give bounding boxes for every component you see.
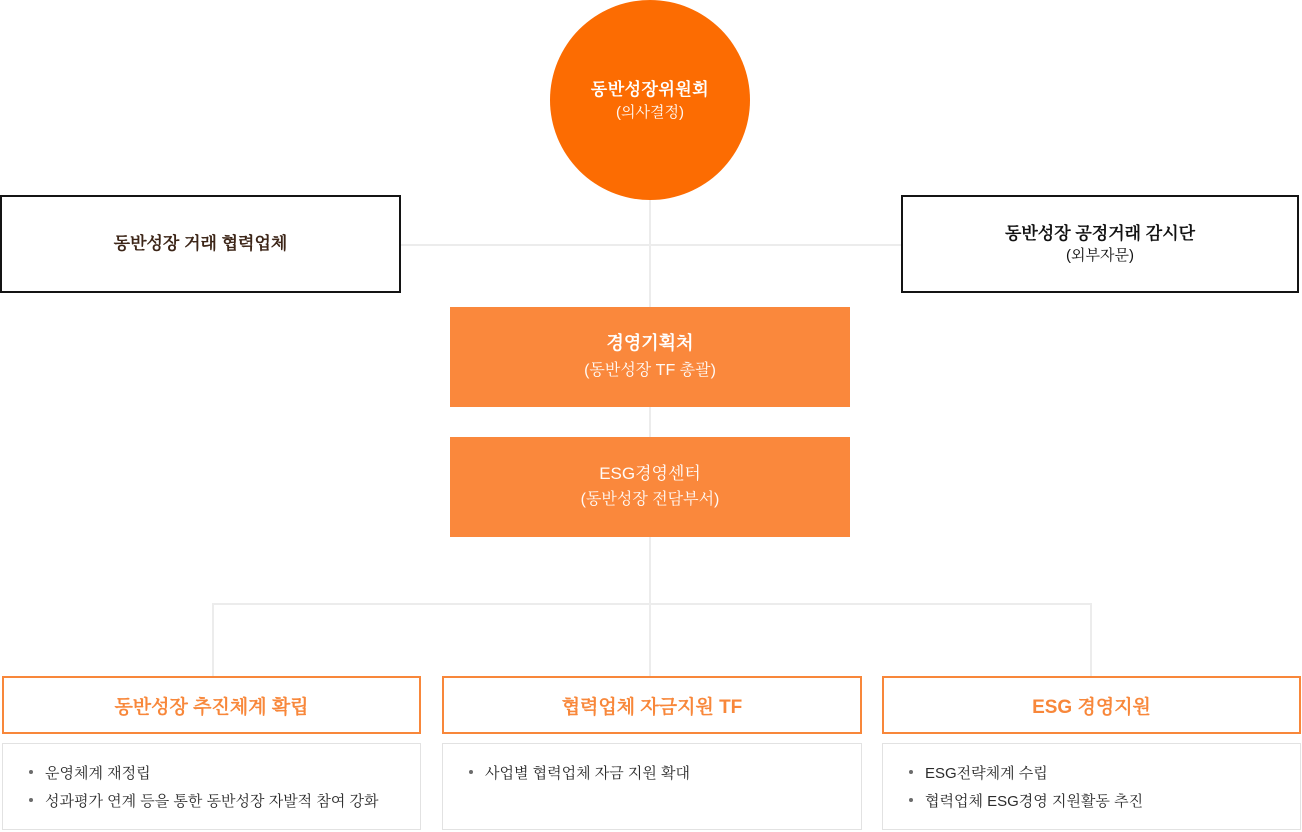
bullet-icon bbox=[29, 770, 33, 774]
list-item bbox=[469, 760, 847, 788]
bullet-icon bbox=[909, 770, 913, 774]
section-growth-framework-header-label: 동반성장 추진체계 확립 bbox=[114, 696, 309, 718]
section-funding-tf-header bbox=[442, 676, 862, 734]
list-item-text: 운영체계 재정립 bbox=[45, 765, 151, 782]
section-funding-tf-list bbox=[442, 743, 862, 830]
trade-partners-node bbox=[0, 195, 401, 293]
connector-horizontal-upper bbox=[400, 244, 902, 246]
section-funding-tf bbox=[442, 676, 862, 830]
connector-horizontal-lower bbox=[212, 603, 1092, 605]
list-item bbox=[29, 788, 406, 816]
bullet-icon bbox=[469, 770, 473, 774]
connector-drop-right bbox=[1090, 603, 1092, 677]
list-item-text: 사업별 협력업체 자금 지원 확대 bbox=[485, 765, 691, 782]
section-esg-support-header bbox=[882, 676, 1301, 734]
section-growth-framework-header bbox=[2, 676, 421, 734]
committee-title: 동반성장위원회 bbox=[590, 79, 710, 99]
fair-trade-watchdog-node bbox=[901, 195, 1299, 293]
section-esg-support-list bbox=[882, 743, 1301, 830]
bullet-icon bbox=[29, 798, 33, 802]
esg-center-node bbox=[450, 437, 850, 537]
trade-partners-title: 동반성장 거래 협력업체 bbox=[113, 233, 288, 253]
committee-subtitle: (의사결정) bbox=[616, 104, 684, 122]
list-item bbox=[909, 788, 1286, 816]
list-item bbox=[29, 760, 406, 788]
fair-trade-watchdog-subtitle: (외부자문) bbox=[1066, 247, 1134, 265]
list-item-text: 협력업체 ESG경영 지원활동 추진 bbox=[925, 793, 1144, 810]
fair-trade-watchdog-title: 동반성장 공정거래 감시단 bbox=[1004, 223, 1196, 243]
section-funding-tf-header-label: 협력업체 자금지원 TF bbox=[561, 696, 743, 718]
list-item-text: 성과평가 연계 등을 통한 동반성장 자발적 참여 강화 bbox=[45, 793, 379, 810]
section-growth-framework bbox=[2, 676, 421, 830]
planning-office-node bbox=[450, 307, 850, 407]
list-item bbox=[909, 760, 1286, 788]
list-item-text: ESG전략체계 수립 bbox=[925, 765, 1048, 782]
section-growth-framework-list bbox=[2, 743, 421, 830]
connector-drop-left bbox=[212, 603, 214, 677]
planning-office-subtitle: (동반성장 TF 총괄) bbox=[584, 361, 716, 379]
planning-office-title: 경영기획처 bbox=[606, 333, 694, 354]
bullet-icon bbox=[909, 798, 913, 802]
esg-center-subtitle: (동반성장 전담부서) bbox=[580, 491, 720, 509]
committee-circle-node bbox=[550, 0, 750, 200]
section-esg-support-header-label: ESG 경영지원 bbox=[1032, 696, 1151, 718]
esg-center-title: ESG경영센터 bbox=[599, 464, 701, 484]
section-esg-support bbox=[882, 676, 1301, 830]
